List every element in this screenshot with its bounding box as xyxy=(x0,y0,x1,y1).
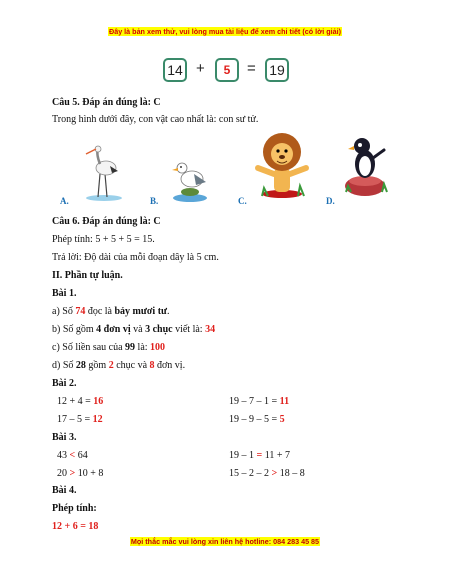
lion-illustration xyxy=(252,130,312,200)
plus-sign: + xyxy=(196,60,205,77)
preview-banner xyxy=(0,27,450,36)
option-label-a: A. xyxy=(60,196,69,206)
penguin-illustration xyxy=(338,134,390,200)
bai1-b: b) Số gồm 4 đơn vị và 3 chục viết là: 34 xyxy=(52,324,216,335)
option-label-c: C. xyxy=(238,196,247,206)
bai4-answer: 12 + 6 = 18 xyxy=(52,521,99,532)
hotline-banner xyxy=(0,537,450,546)
bai3-row1-left: 43 < 64 xyxy=(57,450,88,461)
bai3-row1-right: 19 – 1 = 11 + 7 xyxy=(229,450,290,461)
preview-banner-text: Đây là bản xem thử, vui lòng mua tài liệu để xem chi tiết (có lời giải) xyxy=(109,27,341,36)
addition-equation xyxy=(163,58,293,84)
bai2-title: Bài 2. xyxy=(52,378,77,389)
bai4-subtitle: Phép tính: xyxy=(52,503,97,514)
q6-title: Câu 6. Đáp án đúng là: C xyxy=(52,216,161,227)
bai2-row2-right: 19 – 9 – 5 = 5 xyxy=(229,414,285,425)
bai4-title: Bài 4. xyxy=(52,485,77,496)
bai1-title: Bài 1. xyxy=(52,288,77,299)
option-label-d: D. xyxy=(326,196,335,206)
stork-illustration xyxy=(82,144,130,202)
bai2-row2-left: 17 – 5 = 12 xyxy=(57,414,103,425)
q6-answer: Trả lời: Độ dài của mỗi đoạn dây là 5 cm. xyxy=(52,252,219,263)
addend-box-2: 5 xyxy=(215,58,239,82)
bai1-c: c) Số liền sau của 99 là: 100 xyxy=(52,342,166,353)
bai1-a: a) Số 74 đọc là bảy mươi tư. xyxy=(52,306,170,317)
bai3-title: Bài 3. xyxy=(52,432,77,443)
equals-sign: = xyxy=(247,60,256,77)
bai2-row1-right: 19 – 7 – 1 = 11 xyxy=(229,396,290,407)
q5-title: Câu 5. Đáp án đúng là: C xyxy=(52,97,161,108)
bai1-d: d) Số 28 gồm 2 chục và 8 đơn vị. xyxy=(52,360,186,371)
option-label-b: B. xyxy=(150,196,159,206)
addend-box-1: 14 xyxy=(163,58,187,82)
q5-text: Trong hình dưới đây, con vật cao nhất là: con sư tử. xyxy=(52,114,259,125)
part-2-heading: II. Phần tự luận. xyxy=(52,270,123,281)
seagull-illustration xyxy=(172,154,210,202)
bai2-row1-left: 12 + 4 = 16 xyxy=(57,396,104,407)
sum-box: 19 xyxy=(265,58,289,82)
bai3-row2-right: 15 – 2 – 2 > 18 – 8 xyxy=(229,468,305,479)
animals-figure xyxy=(52,130,396,206)
hotline-banner-text: Mọi thắc mắc vui lòng xin liên hệ hotline: 084 283 45 85 xyxy=(130,537,320,546)
q6-calc: Phép tính: 5 + 5 + 5 = 15. xyxy=(52,234,155,245)
bai3-row2-left: 20 > 10 + 8 xyxy=(57,468,104,479)
